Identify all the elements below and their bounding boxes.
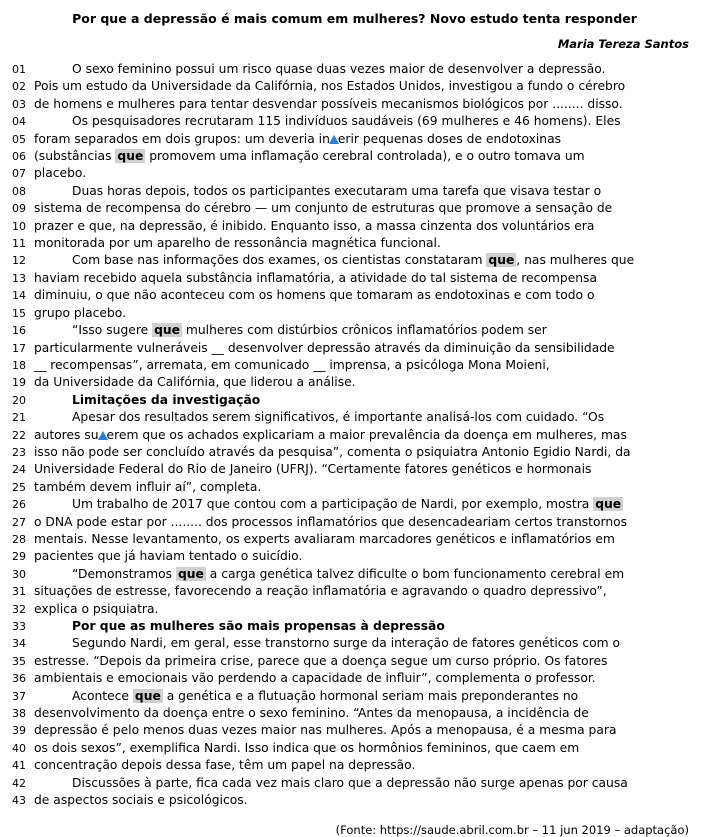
line-number: 09 bbox=[12, 202, 26, 216]
line-number: 20 bbox=[12, 393, 26, 407]
text-run: foram separados em dois grupos: um deveria in bbox=[34, 131, 330, 146]
line-number: 14 bbox=[12, 289, 26, 303]
line-number: 23 bbox=[12, 445, 26, 459]
line-number: 22 bbox=[12, 428, 26, 442]
text-run: autores su bbox=[34, 427, 99, 442]
line-number: 21 bbox=[12, 411, 26, 425]
text-line bbox=[12, 409, 697, 426]
line-number: 08 bbox=[12, 184, 26, 198]
line-number: 03 bbox=[12, 97, 26, 111]
text-line bbox=[12, 131, 697, 148]
text-run: desenvolvimento da doença entre o sexo feminino. “Antes da menopausa, a incidência de bbox=[34, 706, 589, 721]
text-run: da Universidade da Califórnia, que liderou a análise. bbox=[34, 375, 356, 390]
text-run: Pois um estudo da Universidade da Califórnia, nos Estados Unidos, investigou a fundo o cérebro bbox=[34, 79, 626, 94]
line-text bbox=[34, 96, 697, 113]
text-line bbox=[12, 252, 697, 269]
text-line bbox=[12, 305, 697, 322]
text-run: diminuiu, o que não aconteceu com os homens que tomaram as endotoxinas e com todo o bbox=[34, 288, 595, 303]
text-line bbox=[12, 461, 697, 478]
line-text bbox=[34, 444, 697, 461]
text-line bbox=[12, 183, 697, 200]
line-number: 02 bbox=[12, 80, 26, 94]
text-run: , nas mulheres que bbox=[516, 253, 635, 268]
text-run: Universidade Federal do Rio de Janeiro (UFRJ). “Certamente fatores genéticos e hormonais bbox=[34, 462, 592, 477]
line-number: 43 bbox=[12, 794, 26, 808]
highlighted-word: que bbox=[595, 497, 622, 512]
line-text bbox=[34, 392, 697, 409]
text-line bbox=[12, 357, 697, 374]
line-number: 29 bbox=[12, 550, 26, 564]
line-text bbox=[34, 183, 697, 200]
text-line bbox=[12, 340, 697, 357]
line-number: 18 bbox=[12, 358, 26, 372]
line-number: 17 bbox=[12, 341, 26, 355]
text-line bbox=[12, 722, 697, 739]
text-run: monitorada por um aparelho de ressonância magnética funcional. bbox=[34, 236, 441, 251]
text-run: a carga genética talvez dificulte o bom funcionamento cerebral em bbox=[205, 566, 625, 581]
line-text bbox=[34, 78, 697, 95]
line-text bbox=[34, 531, 697, 548]
text-line bbox=[12, 514, 697, 531]
line-text bbox=[34, 305, 697, 322]
text-run: prazer e que, na depressão, é inibido. Enquanto isso, a massa cinzenta dos voluntários era bbox=[34, 218, 595, 233]
author-byline: Maria Tereza Santos bbox=[557, 37, 689, 51]
line-number: 19 bbox=[12, 376, 26, 390]
line-text bbox=[34, 409, 697, 426]
line-number: 28 bbox=[12, 532, 26, 546]
line-number: 34 bbox=[12, 637, 26, 651]
line-text bbox=[34, 514, 697, 531]
text-line bbox=[12, 113, 697, 130]
text-line bbox=[12, 392, 697, 409]
text-run: de aspectos sociais e psicológicos. bbox=[34, 793, 248, 808]
text-run: isso não pode ser concluído através da pesquisa”, comenta o psiquiatra Antonio Egidio Nardi, da bbox=[34, 444, 631, 459]
line-number: 06 bbox=[12, 150, 26, 164]
text-line bbox=[12, 792, 697, 809]
text-line bbox=[12, 670, 697, 687]
text-run: a genética e a flutuação hormonal seriam mais preponderantes no bbox=[162, 688, 579, 703]
highlighted-word: que bbox=[488, 253, 515, 268]
line-text bbox=[34, 218, 697, 235]
text-line bbox=[12, 78, 697, 95]
line-number: 37 bbox=[12, 689, 26, 703]
line-text bbox=[34, 479, 697, 496]
text-line bbox=[12, 757, 697, 774]
text-run: erir pequenas doses de endotoxinas bbox=[337, 131, 562, 146]
article-body bbox=[12, 61, 697, 809]
text-line bbox=[12, 427, 697, 444]
text-run: sistema de recompensa do cérebro — um conjunto de estruturas que promove a sensação de bbox=[34, 201, 613, 216]
line-text bbox=[34, 427, 697, 444]
text-line bbox=[12, 218, 697, 235]
line-text bbox=[34, 792, 697, 809]
line-number: 30 bbox=[12, 567, 26, 581]
line-text bbox=[34, 340, 697, 357]
line-text bbox=[34, 461, 697, 478]
line-number: 05 bbox=[12, 132, 26, 146]
text-line bbox=[12, 548, 697, 565]
line-text bbox=[34, 548, 697, 565]
text-run: mulheres com distúrbios crônicos inflamatórios podem ser bbox=[181, 323, 547, 338]
text-run: Apesar dos resultados serem significativos, é importante analisá-los com cuidado. “Os bbox=[72, 410, 605, 425]
line-number: 25 bbox=[12, 480, 26, 494]
line-text bbox=[34, 252, 697, 269]
text-run: promovem uma inflamação cerebral controlada), e o outro tomava um bbox=[145, 149, 585, 164]
text-line bbox=[12, 601, 697, 618]
line-text bbox=[34, 583, 697, 600]
text-run: “Demonstramos bbox=[72, 566, 176, 581]
highlighted-word: que bbox=[134, 688, 161, 703]
text-run: “Isso sugere bbox=[72, 323, 153, 338]
text-run: pacientes que já haviam tentado o suicídio. bbox=[34, 549, 303, 564]
line-text bbox=[34, 601, 697, 618]
highlighted-word: que bbox=[177, 566, 204, 581]
text-run: de homens e mulheres para tentar desvendar possíveis mecanismos biológicos por ........ disso. bbox=[34, 96, 623, 111]
text-line bbox=[12, 200, 697, 217]
line-text bbox=[34, 705, 697, 722]
page-title: Por que a depressão é mais comum em mulheres? Novo estudo tenta responder bbox=[72, 11, 637, 26]
line-text bbox=[34, 374, 697, 391]
highlighted-word: que bbox=[117, 149, 144, 164]
line-number: 27 bbox=[12, 515, 26, 529]
section-subheading: Limitações da investigação bbox=[72, 392, 261, 407]
text-line bbox=[12, 235, 697, 252]
text-run: os dois sexos”, exemplifica Nardi. Isso indica que os hormônios femininos, que caem em bbox=[34, 740, 580, 755]
text-line bbox=[12, 531, 697, 548]
line-number: 35 bbox=[12, 654, 26, 668]
text-line bbox=[12, 635, 697, 652]
line-text bbox=[34, 287, 697, 304]
line-text bbox=[34, 670, 697, 687]
line-text bbox=[34, 200, 697, 217]
text-line bbox=[12, 583, 697, 600]
text-line bbox=[12, 165, 697, 182]
text-run: erem que os achados explicariam a maior prevalência da doença em mulheres, mas bbox=[106, 427, 627, 442]
line-text bbox=[34, 722, 697, 739]
text-run: Os pesquisadores recrutaram 115 indivíduos saudáveis (69 mulheres e 46 homens). Eles bbox=[72, 114, 621, 129]
text-line bbox=[12, 653, 697, 670]
text-line bbox=[12, 479, 697, 496]
line-text bbox=[34, 775, 697, 792]
text-line bbox=[12, 688, 697, 705]
text-line bbox=[12, 148, 697, 165]
text-run: grupo placebo. bbox=[34, 305, 126, 320]
line-number: 11 bbox=[12, 237, 26, 251]
text-line bbox=[12, 566, 697, 583]
highlighted-word: que bbox=[154, 323, 180, 338]
line-text bbox=[34, 496, 697, 513]
line-text bbox=[34, 165, 697, 182]
line-number: 39 bbox=[12, 724, 26, 738]
text-line bbox=[12, 287, 697, 304]
text-line bbox=[12, 444, 697, 461]
line-number: 04 bbox=[12, 115, 26, 129]
text-run: estresse. “Depois da primeira crise, parece que a doença segue um curso próprio. Os fatores bbox=[34, 653, 608, 668]
text-line bbox=[12, 322, 697, 339]
text-run: placebo. bbox=[34, 166, 87, 181]
text-line bbox=[12, 705, 697, 722]
text-line bbox=[12, 96, 697, 113]
text-run: situações de estresse, favorecendo a reação inflamatória e agravando o quadro depressivo”, bbox=[34, 584, 607, 599]
text-line bbox=[12, 496, 697, 513]
text-run: explica o psiquiatra. bbox=[34, 601, 159, 616]
text-line bbox=[12, 61, 697, 78]
line-number: 36 bbox=[12, 672, 26, 686]
line-text bbox=[34, 61, 697, 78]
line-number: 16 bbox=[12, 324, 26, 338]
line-text bbox=[34, 566, 697, 583]
line-text bbox=[34, 113, 697, 130]
text-run: Discussões à parte, fica cada vez mais claro que a depressão não surge apenas por causa bbox=[72, 775, 628, 790]
text-line bbox=[12, 374, 697, 391]
line-text bbox=[34, 653, 697, 670]
text-run: o DNA pode estar por ........ dos processos inflamatórios que desencadeariam certos transtornos bbox=[34, 514, 628, 529]
line-number: 41 bbox=[12, 759, 26, 773]
text-run: mentais. Nesse levantamento, os experts avaliaram marcadores genéticos e inflamatórios em bbox=[34, 531, 615, 546]
text-run: ambientais e emocionais vão perdendo a capacidade de influir”, complementa o professor. bbox=[34, 671, 596, 686]
line-number: 01 bbox=[12, 63, 26, 76]
line-text bbox=[34, 148, 697, 165]
text-run: O sexo feminino possui um risco quase duas vezes maior de desenvolver a depressão. bbox=[72, 62, 606, 76]
line-text bbox=[34, 740, 697, 757]
text-run: Segundo Nardi, em geral, esse transtorno surge da interação de fatores genéticos com o bbox=[72, 636, 621, 651]
line-number: 15 bbox=[12, 306, 26, 320]
line-number: 07 bbox=[12, 167, 26, 181]
line-text bbox=[34, 635, 697, 652]
text-run: (substâncias bbox=[34, 149, 116, 164]
text-line bbox=[12, 775, 697, 792]
line-number: 12 bbox=[12, 254, 26, 268]
line-number: 24 bbox=[12, 463, 26, 477]
line-text bbox=[34, 235, 697, 252]
line-number: 31 bbox=[12, 585, 26, 599]
line-text bbox=[34, 618, 697, 635]
text-run: particularmente vulneráveis __ desenvolver depressão através da diminuição da sensibilidade bbox=[34, 340, 615, 355]
line-number: 13 bbox=[12, 271, 26, 285]
text-run: Com base nas informações dos exames, os cientistas constataram bbox=[72, 253, 487, 268]
text-run: Duas horas depois, todos os participantes executaram uma tarefa que visava testar o bbox=[72, 183, 602, 198]
text-run: depressão é pelo menos duas vezes maior nas mulheres. Após a menopausa, é a mesma para bbox=[34, 723, 617, 738]
line-text bbox=[34, 757, 697, 774]
line-number: 40 bbox=[12, 741, 26, 755]
line-number: 32 bbox=[12, 602, 26, 616]
text-line bbox=[12, 618, 697, 635]
line-number: 33 bbox=[12, 620, 26, 633]
line-text bbox=[34, 270, 697, 287]
source-note: (Fonte: https://saude.abril.com.br – 11 jun 2019 – adaptação) bbox=[335, 823, 689, 837]
section-subheading: Por que as mulheres são mais propensas à depressão bbox=[72, 619, 445, 633]
text-run: Acontece bbox=[72, 688, 133, 703]
line-text bbox=[34, 131, 697, 148]
text-run: concentração depois dessa fase, têm um papel na depressão. bbox=[34, 758, 416, 773]
line-number: 10 bbox=[12, 219, 26, 233]
text-run: também devem influir aí”, completa. bbox=[34, 479, 262, 494]
line-text bbox=[34, 357, 697, 374]
line-number: 38 bbox=[12, 707, 26, 721]
line-text bbox=[34, 688, 697, 705]
line-number: 26 bbox=[12, 498, 26, 512]
text-line bbox=[12, 740, 697, 757]
text-line bbox=[12, 270, 697, 287]
text-run: Um trabalho de 2017 que contou com a participação de Nardi, por exemplo, mostra bbox=[72, 497, 594, 512]
text-run: __ recompensas”, arremata, em comunicado __ imprensa, a psicóloga Mona Moieni, bbox=[34, 357, 550, 372]
line-number: 42 bbox=[12, 776, 26, 790]
line-text bbox=[34, 322, 697, 339]
text-run: haviam recebido aquela substância inflamatória, a atividade do tal sistema de recompensa bbox=[34, 270, 597, 285]
